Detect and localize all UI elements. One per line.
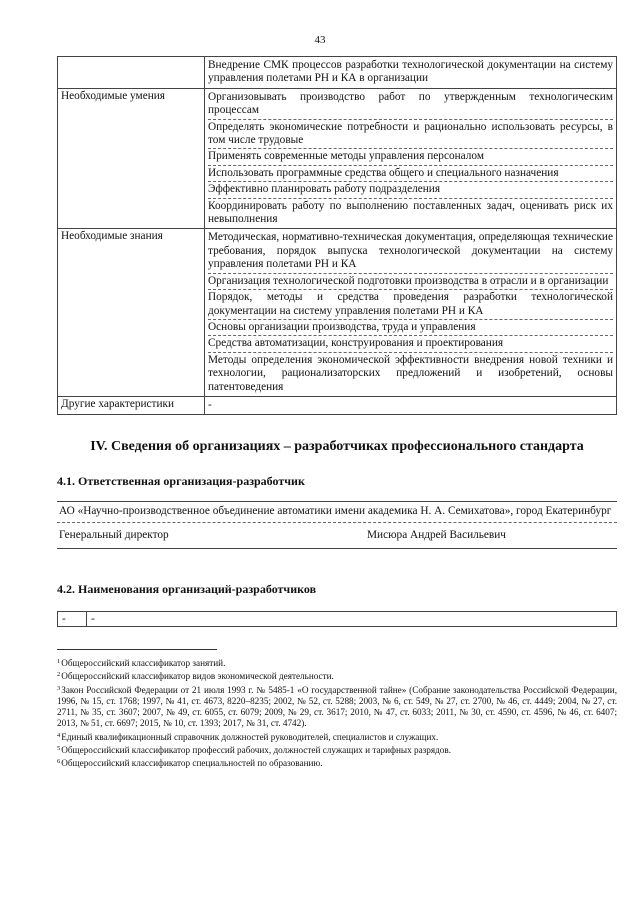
footnote-text: Общероссийский классификатор специальностей по образованию.: [61, 758, 323, 769]
footnote: [57, 730, 617, 743]
row-label: Необходимые умения: [58, 88, 205, 229]
footnote-mark: 4: [57, 731, 61, 739]
row-label: Другие характеристики: [58, 396, 205, 414]
footnote-mark: 6: [57, 758, 61, 766]
footnote: [57, 756, 617, 769]
responsible-organization-box: [57, 501, 617, 549]
section-title: IV. Сведения об организациях – разработчиках профессионального стандарта: [90, 439, 584, 454]
list-item: Организовывать производство работ по утвержденным технологическим процессам: [208, 90, 613, 117]
subsection-title-4-1: 4.1. Ответственная организация-разработчик: [57, 474, 305, 488]
footnote-text: Общероссийский классификатор занятий.: [61, 658, 226, 668]
list-item: Использовать программные средства общего и специального назначения: [208, 165, 613, 181]
footnote: [57, 743, 617, 756]
list-item: Координировать работу по выполнению поставленных задач, оценивать риск их невыполнения: [208, 198, 613, 228]
developers-table: [57, 611, 617, 627]
footnote-mark: 1: [57, 658, 61, 665]
list-item: Организация технологической подготовки производства в отрасли и в организации: [208, 273, 613, 289]
footnote-text: Общероссийский классификатор видов экономической деятельности.: [61, 671, 334, 682]
row-content: [205, 229, 617, 396]
footnote-mark: 3: [57, 684, 61, 692]
row-content: [205, 88, 617, 229]
subsection-title-4-2: 4.2. Наименования организаций-разработчиков: [57, 582, 317, 596]
table-row: [58, 229, 617, 396]
footnotes: [57, 656, 617, 770]
table-row: [58, 612, 617, 627]
developer-number: -: [58, 612, 87, 627]
list-item: Внедрение СМК процессов разработки технологической документации на систему управления полетами РН и КА в организации: [208, 59, 613, 85]
developer-name: -: [87, 612, 617, 627]
footnote: [57, 669, 617, 682]
signatory-position: Генеральный директор: [59, 529, 169, 542]
list-item: -: [208, 398, 212, 411]
page-number: 43: [314, 34, 326, 46]
list-item: Методы определения экономической эффективности внедрения новой техники и технологии, рационализаторских предложений и изобретений, основы патентоведения: [208, 352, 613, 395]
organization-name: АО «Научно-производственное объединение автоматики имени академика Н. А. Семихатова», город Екатеринбург: [59, 505, 612, 517]
list-item: Применять современные методы управления персоналом: [208, 148, 613, 164]
table-row: [58, 57, 617, 89]
footnote: [57, 656, 617, 669]
row-content: [205, 396, 617, 414]
signatory-row: [57, 522, 617, 547]
footnote-text: Общероссийский классификатор профессий рабочих, должностей служащих и тарифных разрядов.: [61, 745, 452, 756]
list-item: Методическая, нормативно-техническая документация, определяющая технические требования, порядок выпуска технологической документации на систему управления полетами РН и КА: [208, 231, 613, 271]
footnote: [57, 683, 617, 730]
row-label: [58, 57, 205, 89]
footnote-divider: [57, 649, 217, 650]
table-row: [58, 88, 617, 229]
footnote-text: Единый квалификационный справочник должностей руководителей, специалистов и служащих.: [61, 731, 439, 742]
footnote-text: Закон Российской Федерации от 21 июля 1993 г. № 5485-1 «О государственной тайне» (Собрание законодательства Российской Федерации, 1996, № 15, ст. 1768; 1997, № 41, ст. 4673, 8220–8235; 2002, № 52, ст. 5288; 2003, № 6, ст. 549, № 27, ст. 2700, № 46, ст. 4449; 2004, № 27, ст. 2711, № 35, ст. 3607; 2007, № 49, ст. 6055, ст. 6079; 2009, № 29, ст. 3617; 2010, № 47, ст. 6033; 2011, № 30, ст. 4590, ст. 4596, № 46, ст. 6407; 2013, № 51, ст. 6697; 2015, № 10, ст. 1393; 2017, № 31, ст. 4742).: [57, 684, 617, 729]
list-item: Определять экономические потребности и рационально использовать ресурсы, в том числе трудовые: [208, 119, 613, 149]
list-item: Порядок, методы и средства проведения разработки технологической документации на систему управления полетами РН и КА: [208, 289, 613, 319]
list-item: Средства автоматизации, конструирования и проектирования: [208, 335, 613, 351]
list-item: Основы организации производства, труда и управления: [208, 319, 613, 335]
table-row: [58, 396, 617, 414]
row-label: Необходимые знания: [58, 229, 205, 396]
requirements-table: [57, 56, 617, 415]
list-item: Эффективно планировать работу подразделения: [208, 181, 613, 197]
footnote-mark: 5: [57, 745, 61, 753]
signatory-name: Мисюра Андрей Васильевич: [367, 529, 506, 542]
footnote-mark: 2: [57, 671, 61, 679]
row-content: [205, 57, 617, 89]
